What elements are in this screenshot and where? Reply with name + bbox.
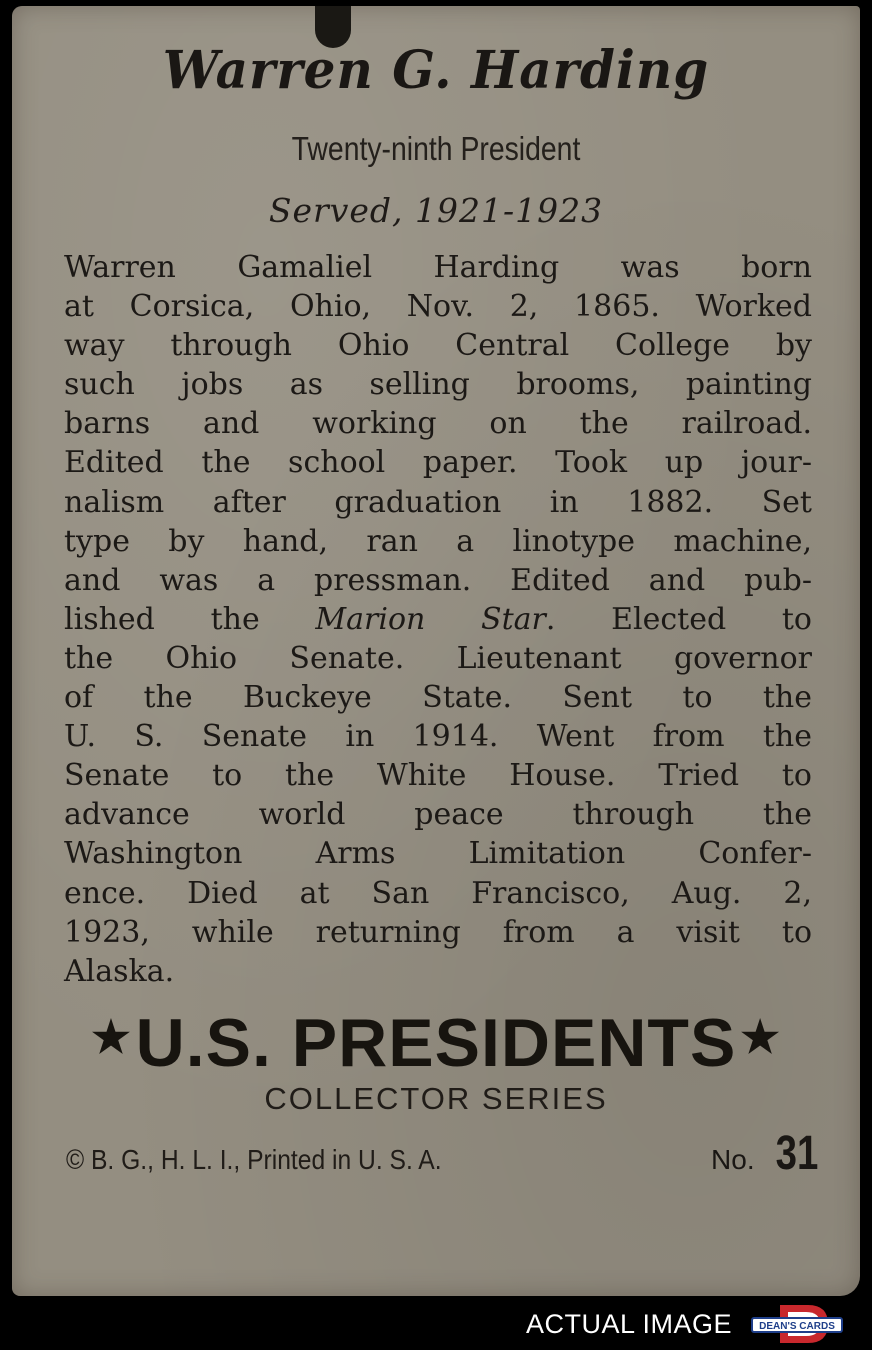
bio-line: of the Buckeye State. Sent to the [64,680,812,716]
bio-line-newspaper [64,600,812,639]
trading-card-back [12,6,860,1296]
bio-line: ence. Died at San Francisco, Aug. 2, [64,875,812,911]
bio-line: Edited the school paper. Took up jour- [64,445,812,481]
president-name: Warren G. Harding [162,38,710,101]
bio-line: Senate to the White House. Tried to [64,758,812,794]
bio-line: advance world peace through the [64,797,812,833]
actual-image-label: ACTUAL IMAGE [526,1309,733,1339]
bio-line: way through Ohio Central College by [64,328,812,364]
card-number [711,1126,818,1181]
card-number-value: 31 [775,1127,818,1180]
bio-line: such jobs as selling brooms, painting [64,367,812,403]
bio-line: Alaska. [64,953,175,989]
star-icon: ★ [91,1013,132,1062]
bio-line: and was a pressman. Edited and pub- [64,562,812,598]
bio-line: 1923, while returning from a visit to [64,914,812,950]
deans-cards-logo [750,1303,844,1345]
logo-text: DEAN'S CARDS [759,1321,835,1332]
bio-line: U. S. Senate in 1914. Went from the [64,719,812,755]
card-number-label: No. [711,1144,755,1175]
bio-line: the Ohio Senate. Lieutenant governor [64,640,812,676]
bio-line: Washington Arms Limitation Confer- [64,836,812,872]
president-ordinal: Twenty-ninth President [291,130,581,167]
star-icon: ★ [740,1013,781,1062]
bio-text-after: . Elected to [545,601,812,637]
bio-line: type by hand, ran a linotype machine, [64,523,812,559]
biography [64,248,812,991]
bio-line: barns and working on the railroad. [64,406,812,442]
newspaper-title: Marion Star [315,601,546,637]
series-title-text: U.S. PRESIDENTS [135,1005,737,1081]
series-subtitle: COLLECTOR SERIES [264,1081,608,1116]
series-title [12,1004,860,1082]
bio-line: Warren Gamaliel Harding was born [64,250,812,285]
bio-line: nalism after graduation in 1882. Set [64,484,812,520]
bio-line: at Corsica, Ohio, Nov. 2, 1865. Worked [64,289,812,325]
term-served: Served, 1921-1923 [268,191,604,230]
bio-text-before: lished the [64,601,316,637]
copyright-notice: © B. G., H. L. I., Printed in U. S. A. [66,1144,442,1175]
